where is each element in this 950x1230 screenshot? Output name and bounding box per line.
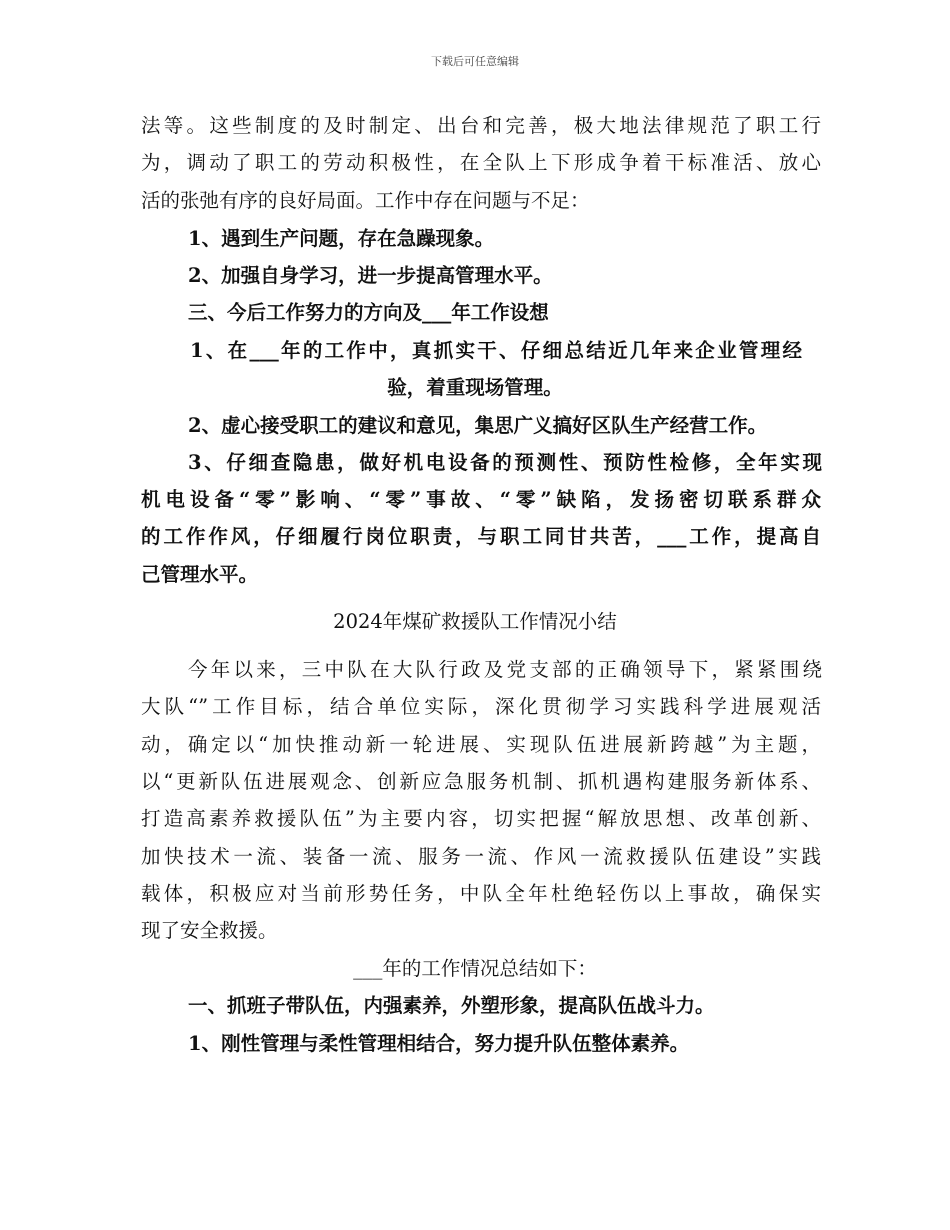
list-item: 1、在___年的工作中，真抓实干、仔细总结近几年来企业管理经 <box>190 339 802 362</box>
text-line: 法等。这些制度的及时制定、出台和完善，极大地法律规范了职工行 <box>141 114 821 137</box>
list-item: 1、刚性管理与柔性管理相结合，努力提升队伍整体素养。 <box>188 1032 690 1055</box>
list-item-continuation: 机电设备“零”影响、“零”事故、“零”缺陷，发扬密切联系群众 <box>141 488 821 511</box>
paragraph-line: 载体，积极应对当前形势任务，中队全年杜绝轻伤以上事故，确保实 <box>141 882 821 905</box>
section-heading: 三、今后工作努力的方向及___年工作设想 <box>188 301 549 324</box>
paragraph-line: 以“更新队伍进展观念、创新应急服务机制、抓机遇构建服务新体系、 <box>141 770 821 793</box>
list-item-continuation: 的工作作风，仔细履行岗位职责，与职工同甘共苦，___工作，提高自 <box>141 525 821 548</box>
paragraph-line: 今年以来，三中队在大队行政及党支部的正确领导下，紧紧围绕 <box>188 658 822 681</box>
list-item: 3、仔细查隐患，做好机电设备的预测性、预防性检修，全年实现 <box>188 451 822 474</box>
paragraph-line: 动，确定以“加快推动新一轮进展、实现队伍进展新跨越”为主题， <box>141 733 821 756</box>
document-title: 2024年煤矿救援队工作情况小结 <box>333 610 617 633</box>
list-item-continuation: 验，着重现场管理。 <box>387 376 563 399</box>
text-line: 为，调动了职工的劳动积极性，在全队上下形成争着干标准活、放心 <box>141 151 821 174</box>
list-item: 2、加强自身学习，进一步提高管理水平。 <box>188 264 553 287</box>
list-item: 2、虚心接受职工的建议和意见，集思广义搞好区队生产经营工作。 <box>188 414 768 437</box>
summary-heading: ___年的工作情况总结如下： <box>353 957 597 980</box>
list-item-continuation: 己管理水平。 <box>141 563 259 586</box>
section-heading: 一、抓班子带队伍，内强素养，外塑形象，提高队伍战斗力。 <box>188 994 715 1017</box>
paragraph-line: 打造高素养救援队伍”为主要内容，切实把握“解放思想、改革创新、 <box>141 807 821 830</box>
page-header: 下载后可任意编辑 <box>431 55 519 68</box>
paragraph-line: 现了安全救援。 <box>141 919 278 942</box>
list-item: 1、遇到生产问题，存在急躁现象。 <box>188 227 495 250</box>
text-line: 活的张弛有序的良好局面。工作中存在问题与不足： <box>141 189 590 212</box>
paragraph-line: 加快技术一流、装备一流、服务一流、作风一流救援队伍建设”实践 <box>141 845 821 868</box>
paragraph-line: 大队“”工作目标，结合单位实际，深化贯彻学习实践科学进展观活 <box>141 695 821 718</box>
